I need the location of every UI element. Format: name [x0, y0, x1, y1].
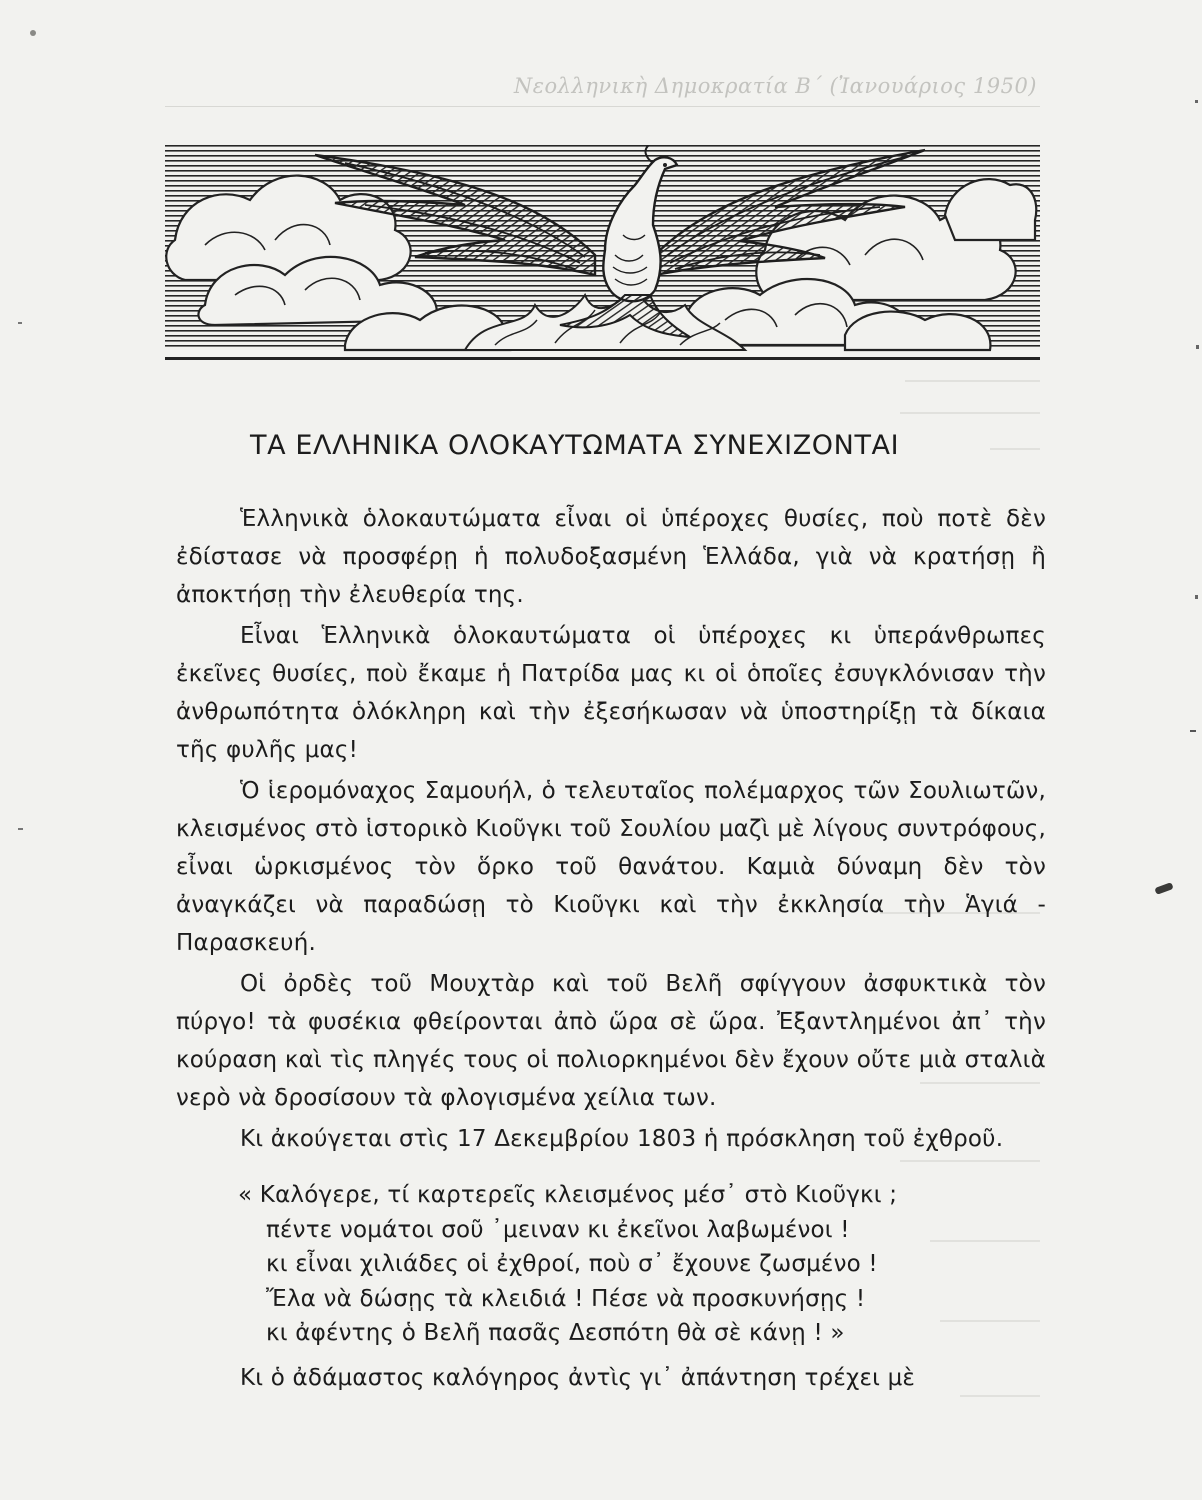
paragraph: Οἱ ὀρδὲς τοῦ Μουχτὰρ καὶ τοῦ Βελῆ σφίγγουν ἀσφυκτικὰ τὸν πύργο! τὰ φυσέκια φθείρονται ἀπὸ ὥρα σὲ ὥρα. Ἐξαντλημένοι ἀπ᾽ τὴν κούραση καὶ τὶς πληγές τους οἱ πολιορκημένοι δὲν ἔχουν οὔτε μιὰ σταλιὰ νερὸ νὰ δροσίσουν τὰ φλογισμένα χείλια των. [176, 971, 1046, 1111]
phoenix-rising-icon [165, 145, 1040, 365]
scan-speck [1195, 595, 1198, 599]
bleed-through-line [990, 448, 1040, 450]
scan-speck [1195, 100, 1198, 103]
paragraph: Ἑλληνικὰ ὁλοκαυτώματα εἶναι οἱ ὑπέροχες θυσίες, ποὺ ποτὲ δὲν ἐδίστασε νὰ προσφέρῃ ἡ πολυδοξασμένη Ἑλλάδα, γιὰ νὰ κρατήσῃ ἢ ἀποκτήσῃ τὴν ἐλευθερία της. [176, 506, 1046, 608]
scan-speck [18, 322, 22, 324]
verse-line: κι εἶναι χιλιάδες οἱ ἐχθροί, ποὺ σ᾽ ἔχουνε ζωσμένο ! [266, 1251, 878, 1277]
article-body [176, 500, 1046, 1400]
paragraph: Κι ἀκούγεται στὶς 17 Δεκεμβρίου 1803 ἡ πρόσκληση τοῦ ἐχθροῦ. [240, 1126, 1004, 1152]
phoenix-vignette [165, 145, 1040, 365]
paragraph: Ὁ ἱερομόναχος Σαμουήλ, ὁ τελευταῖος πολέμαρχος τῶν Σουλιωτῶν, κλεισμένος στὸ ἱστορικὸ Κιοῦγκι τοῦ Σουλίου μαζὶ μὲ λίγους συντρόφους, εἶναι ὡρκισμένος τὸν ὅρκο τοῦ θανάτου. Καμιὰ δύναμη δὲν τὸν ἀναγκάζει νὰ παραδώσῃ τὸ Κιοῦγκι καὶ τὴν ἐκκλησία τὴν Ἁγιά - Παρασκευή. [176, 778, 1046, 956]
header-rule [165, 106, 1040, 107]
scan-speck [30, 30, 36, 36]
verse-line: κι ἀφέντης ὁ Βελῆ πασᾶς Δεσπότη θὰ σὲ κάνῃ ! » [266, 1320, 845, 1346]
scan-speck [18, 828, 23, 830]
verse-line: πέντε νομάτοι σοῦ ᾽μειναν κι ἐκεῖνοι λαβωμένοι ! [266, 1216, 850, 1243]
bleed-through-line [900, 412, 1040, 414]
closing-line: Κι ὁ ἀδάμαστος καλόγηρος ἀντὶς γι᾽ ἀπάντηση τρέχει μὲ [240, 1364, 916, 1391]
scan-speck [1196, 345, 1199, 349]
quoted-verse [176, 1178, 1046, 1351]
verse-line: Ἔλα νὰ δώσῃς τὰ κλειδιά ! Πέσε νὰ προσκυνήσῃς ! [266, 1285, 866, 1312]
running-head: Νεολληνικὴ Δημοκρατία Β΄ (Ἰανουάριος 1950) [513, 74, 1037, 98]
verse-line: « Καλόγερε, τί καρτερεῖς κλεισμένος μέσ᾽ στὸ Κιοῦγκι ; [238, 1182, 898, 1208]
paragraph: Εἶναι Ἑλληνικὰ ὁλοκαυτώματα οἱ ὑπέροχες κι ὑπεράνθρωπες ἐκεῖνες θυσίες, ποὺ ἔκαμε ἡ Πατρίδα μας κι οἱ ὁποῖες ἐσυγκλόνισαν τὴν ἀνθρωπότητα ὁλόκληρη καὶ τὴν ἐξεσήκωσαν νὰ ὑποστηρίξῃ τὰ δίκαια τῆς φυλῆς μας! [176, 623, 1046, 763]
scan-speck [1154, 882, 1173, 895]
scan-speck [1190, 730, 1196, 732]
page-title: ΤΑ ΕΛΛΗΝΙΚΑ ΟΛΟΚΑΥΤΩΜΑΤΑ ΣΥΝΕΧΙΖΟΝΤΑΙ [250, 430, 900, 461]
bleed-through-line [905, 380, 1040, 382]
